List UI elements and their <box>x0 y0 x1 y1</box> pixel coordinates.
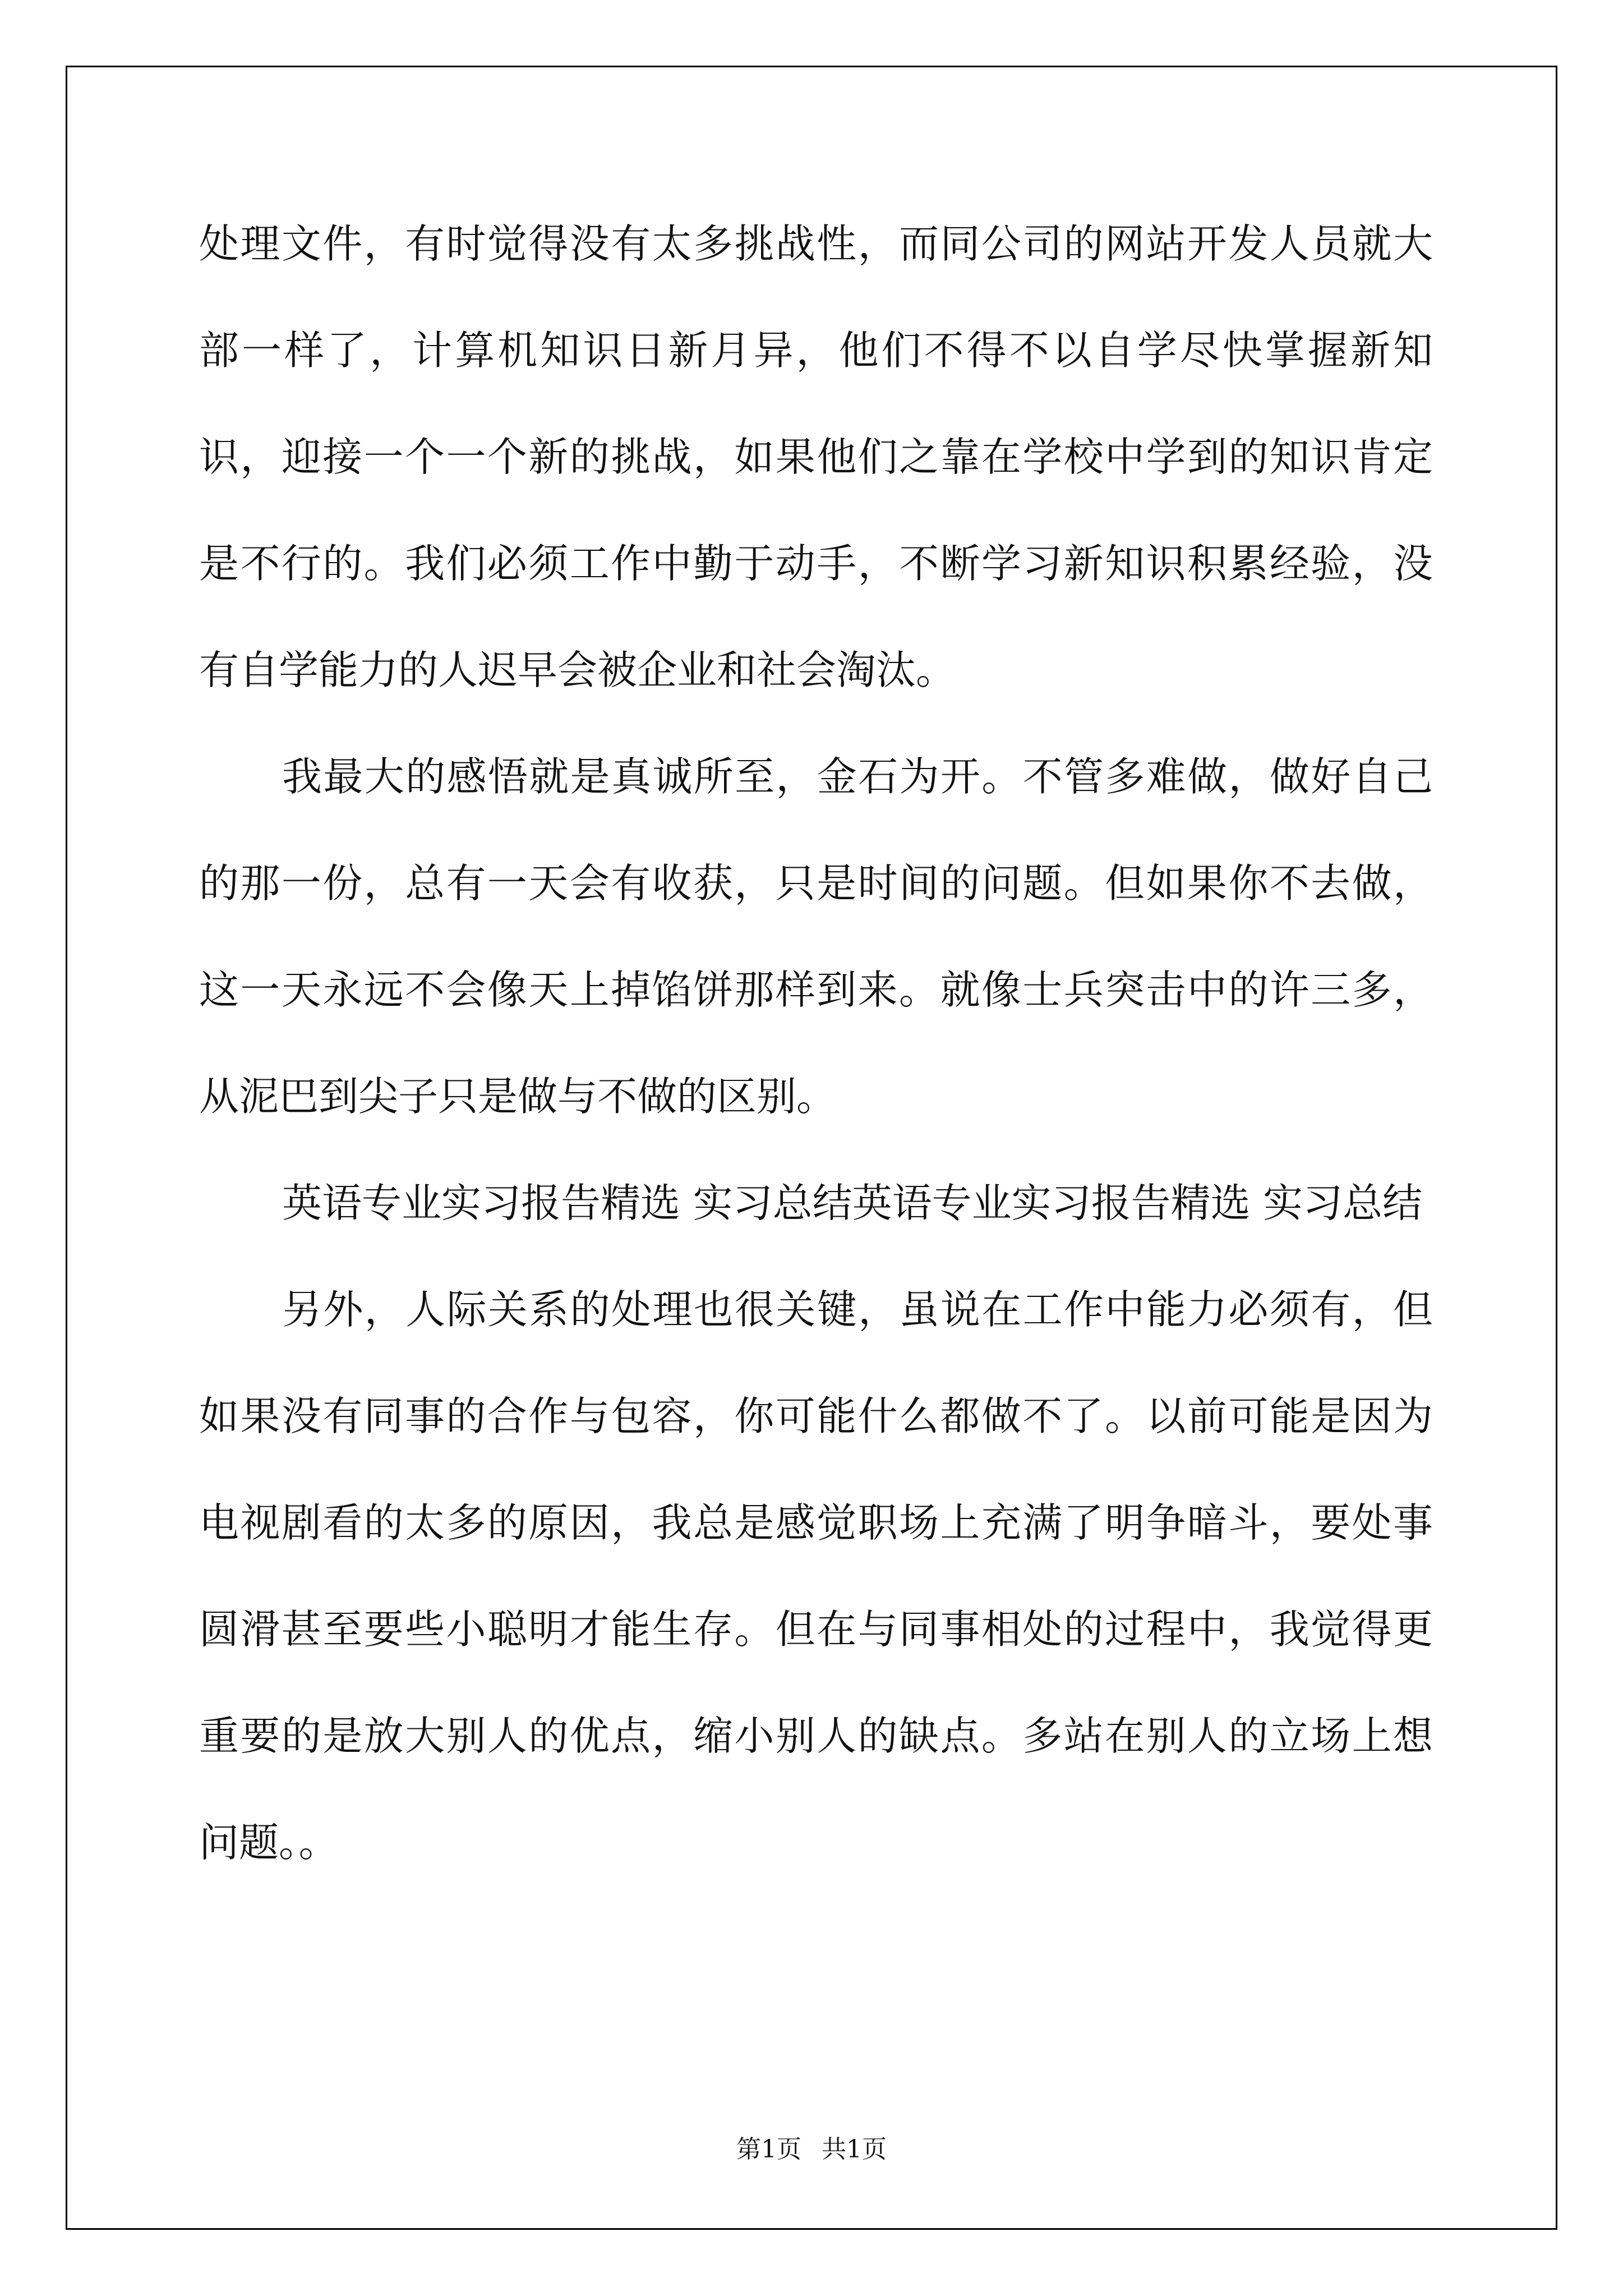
page-number: 第1页 <box>736 2135 801 2164</box>
page-total: 共1页 <box>822 2135 887 2164</box>
document-body <box>199 191 1433 1896</box>
paragraph-2: 我最大的感悟就是真诚所至，金石为开。不管多难做，做好自己的那一份，总有一天会有收获，只是时间的问题。但如果你不去做，这一天永远不会像天上掉馅饼那样到来。就像士兵突击中的许三多，从泥巴到尖子只是做与不做的区别。 <box>199 753 1433 1120</box>
paragraph-3-heading: 英语专业实习报告精选 实习总结英语专业实习报告精选 实习总结 <box>282 1180 1423 1226</box>
paragraph-1: 处理文件，有时觉得没有太多挑战性，而同公司的网站开发人员就大部一样了，计算机知识日新月异，他们不得不以自学尽快掌握新知识，迎接一个一个新的挑战，如果他们之靠在学校中学到的知识肯定是不行的。我们必须工作中勤于动手，不断学习新知识积累经验，没有自学能力的人迟早会被企业和社会淘汰。 <box>199 220 1433 693</box>
page-footer <box>0 2129 1623 2165</box>
paragraph-4: 另外，人际关系的处理也很关键，虽说在工作中能力必须有，但如果没有同事的合作与包容，你可能什么都做不了。以前可能是因为电视剧看的太多的原因，我总是感觉职场上充满了明争暗斗，要处事圆滑甚至要些小聪明才能生存。但在与同事相处的过程中，我觉得更重要的是放大别人的优点，缩小别人的缺点。多站在别人的立场上想问题。。 <box>199 1286 1433 1866</box>
